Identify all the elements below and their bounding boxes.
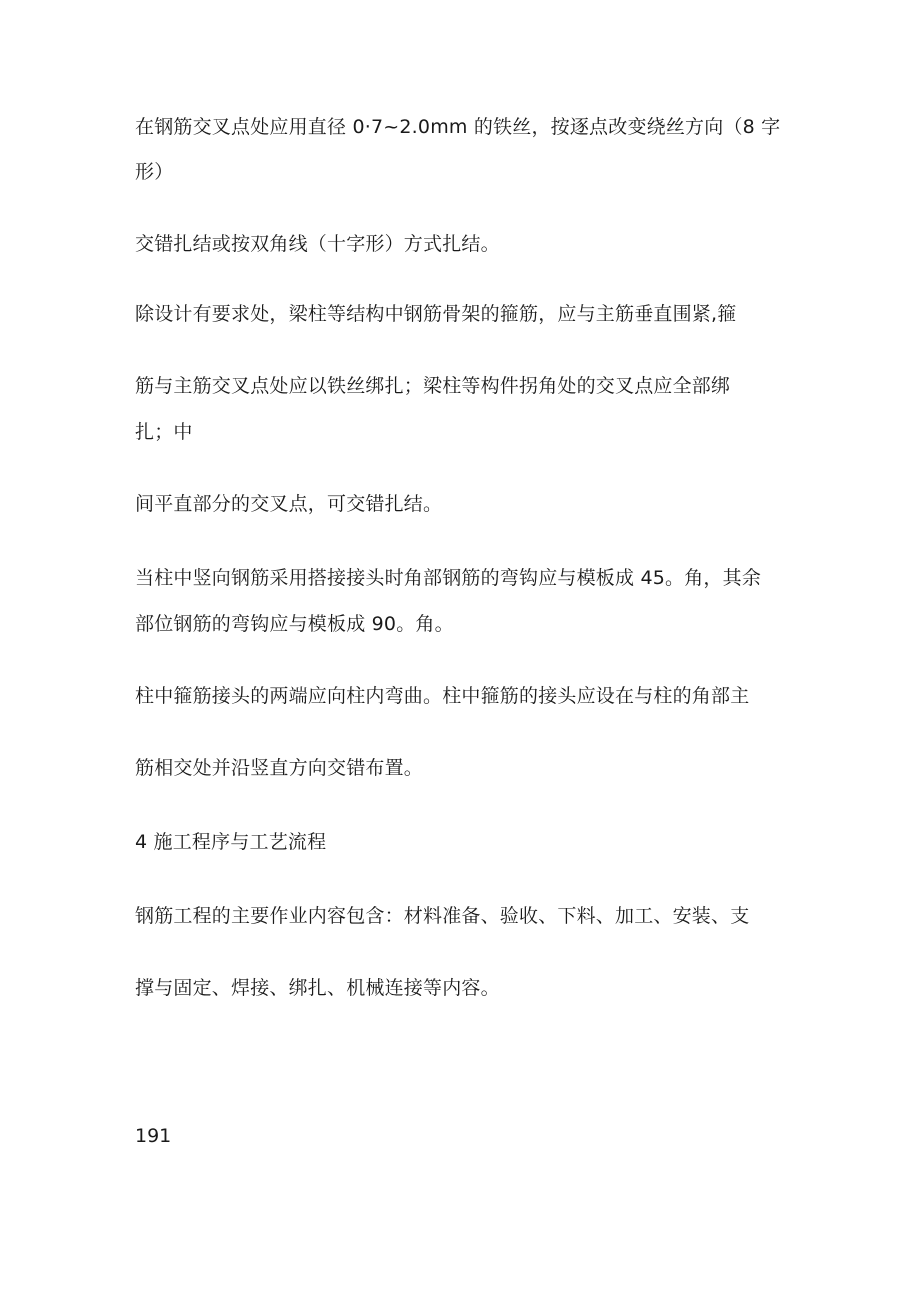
text-line: 间平直部分的交叉点，可交错扎结。 [135,493,443,515]
text-line: 柱中箍筋接头的两端应向柱内弯曲。柱中箍筋的接头应设在与柱的角部主 [135,685,750,707]
text-line: 当柱中竖向钢筋采用搭接接头时角部钢筋的弯钩应与模板成 45。角，其余 [135,567,762,589]
page-number: 191 [135,1125,172,1147]
text-line: 在钢筋交叉点处应用直径 0·7~2.0mm 的铁丝，按逐点改变绕丝方向（8 字 [135,116,781,138]
text-line: 交错扎结或按双角线（十字形）方式扎结。 [135,233,500,255]
text-line: 筋与主筋交叉点处应以铁丝绑扎；梁柱等构件拐角处的交叉点应全部绑 [135,375,731,397]
text-line: 筋相交处并沿竖直方向交错布置。 [135,757,424,779]
text-line: 部位钢筋的弯钩应与模板成 90。角。 [135,613,454,635]
text-line: 形） [135,161,174,183]
text-line: 撑与固定、焊接、绑扎、机械连接等内容。 [135,977,500,999]
text-line: 钢筋工程的主要作业内容包含：材料准备、验收、下料、加工、安装、支 [135,905,750,927]
text-line: 除设计有要求处，梁柱等结构中钢筋骨架的箍筋，应与主筋垂直围紧,箍 [135,303,737,325]
section-heading: 4 施工程序与工艺流程 [135,831,327,853]
text-line: 扎；中 [135,421,193,443]
